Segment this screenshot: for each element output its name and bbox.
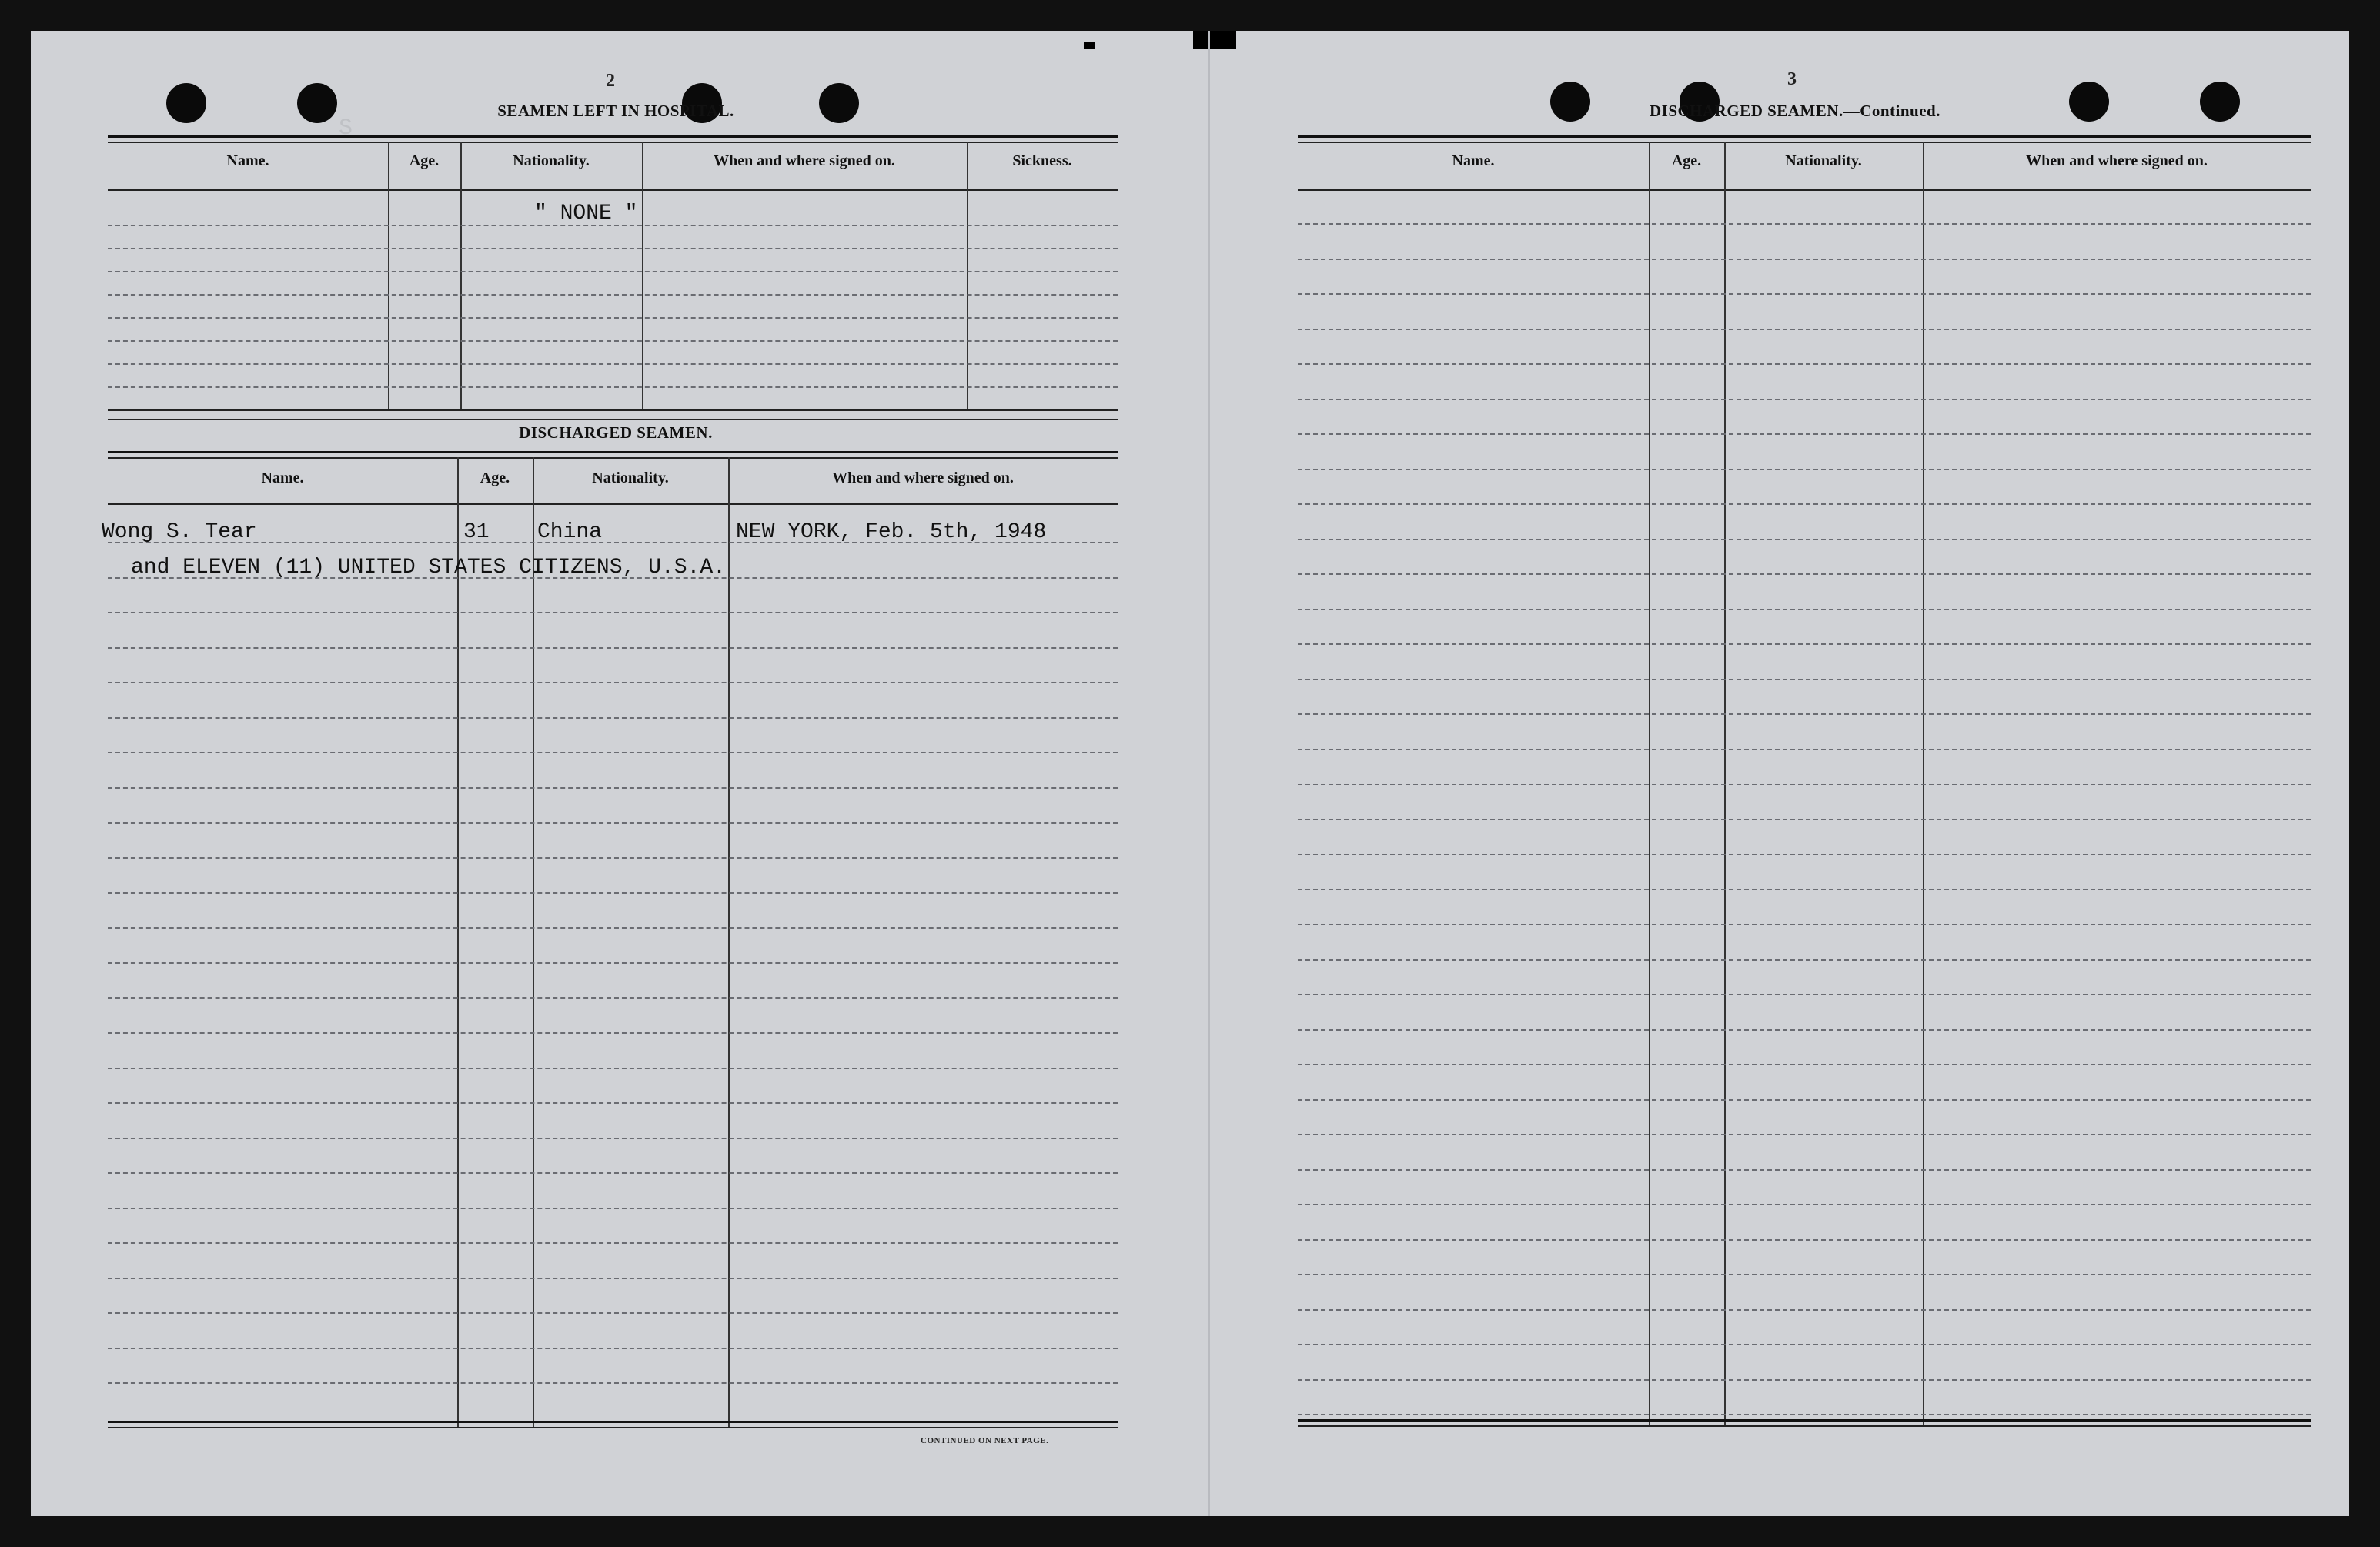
ruled-line [1298,433,2311,435]
ruled-line [1298,223,2311,225]
ruled-line [108,248,1118,249]
document-sheet [31,31,2349,1516]
page-number: 2 [606,71,615,91]
column-divider [460,142,462,409]
ruled-line [1298,399,2311,400]
ruled-line [1298,819,2311,820]
ruled-line [1298,1099,2311,1101]
table-rule [108,1421,1118,1423]
column-header-name: Name. [261,469,304,486]
ruled-line [108,1138,1118,1139]
column-header-signed-on: When and where signed on. [714,152,895,169]
ruled-line [1298,539,2311,540]
table-rule [108,135,1118,138]
ruled-line [108,1032,1118,1034]
table-rule [1298,1425,2311,1427]
ruled-line [108,682,1118,683]
left-page [31,31,1208,1516]
table-rule [108,457,1118,459]
column-header-name: Name. [1452,152,1495,169]
ruled-line [108,1278,1118,1279]
ruled-line [108,612,1118,613]
ruled-line [1298,854,2311,855]
ruled-line [108,1172,1118,1174]
table-rule [108,419,1118,420]
ruled-line [108,647,1118,649]
ruled-line [1298,573,2311,575]
ruled-line [108,822,1118,824]
column-header-sickness: Sickness. [1012,152,1072,169]
column-header-signed-on: When and where signed on. [2026,152,2208,169]
ruled-line [1298,259,2311,260]
ruled-line [108,962,1118,964]
ruled-line [108,294,1118,296]
ruled-line [108,1382,1118,1384]
ruled-line [108,363,1118,365]
hospital-section-title: SEAMEN LEFT IN HOSPITAL. [497,102,734,120]
ruled-line [1298,713,2311,715]
ruled-line [1298,749,2311,750]
table-rule [1298,135,2311,138]
ruled-line [1298,1029,2311,1031]
right-page [1208,31,2351,1516]
ruled-line [1298,293,2311,295]
column-header-signed-on: When and where signed on. [832,469,1014,486]
discharged-section-title: DISCHARGED SEAMEN. [519,423,713,442]
continued-footer: CONTINUED ON NEXT PAGE. [921,1436,1049,1445]
table-rule [108,1427,1118,1428]
ruled-line [108,752,1118,753]
ruled-line [108,1312,1118,1314]
ruled-line [1298,1064,2311,1065]
ruled-line [1298,503,2311,505]
ruled-line [108,717,1118,719]
ruled-line [108,892,1118,894]
table-rule [108,503,1118,505]
ruled-line [108,997,1118,999]
column-divider [457,457,459,1427]
seaman-signed-on: NEW YORK, Feb. 5th, 1948 [736,520,1047,544]
punch-hole [297,83,337,123]
punch-hole [819,83,859,123]
column-header-age: Age. [1671,152,1702,169]
ruled-line [1298,1414,2311,1415]
column-header-nationality: Nationality. [513,152,590,169]
ruled-line [1298,469,2311,470]
column-header-nationality: Nationality. [592,469,669,486]
column-divider [533,457,534,1427]
seaman-nationality: China [537,520,603,544]
table-rule [108,451,1118,453]
ruled-line [108,386,1118,388]
ruled-line [108,1242,1118,1244]
ruled-line [1298,959,2311,961]
ruled-line [108,1348,1118,1349]
ruled-line [1298,784,2311,785]
column-header-name: Name. [226,152,269,169]
punch-hole [2069,82,2109,122]
column-divider [642,142,643,409]
continued-section-title: DISCHARGED SEAMEN.—Continued. [1650,102,1940,120]
punch-hole [1550,82,1590,122]
bleed-through: S [339,115,353,142]
ruled-line [1298,994,2311,995]
column-header-age: Age. [480,469,510,486]
additional-crew-note: and ELEVEN (11) UNITED STATES CITIZENS, U.S.A. [131,556,726,580]
ruled-line [108,1068,1118,1069]
table-rule [1298,142,2311,143]
seaman-age: 31 [463,520,490,544]
punch-hole [2200,82,2240,122]
column-header-age: Age. [409,152,440,169]
page-number: 3 [1787,69,1797,89]
ruled-line [1298,1134,2311,1135]
seaman-name: Wong S. Tear [102,520,257,544]
ruled-line [108,340,1118,342]
ruled-line [108,857,1118,859]
ruled-line [108,787,1118,789]
column-divider [388,142,389,409]
column-divider [728,457,730,1427]
ruled-line [108,1208,1118,1209]
ruled-line [1298,1344,2311,1345]
punch-hole [166,83,206,123]
ruled-line [1298,924,2311,925]
ruled-line [1298,1204,2311,1205]
ruled-line [1298,609,2311,610]
column-header-nationality: Nationality. [1785,152,1862,169]
ruled-line [1298,679,2311,680]
ruled-line [1298,329,2311,330]
hospital-none-entry: " NONE " [534,202,638,226]
ruled-line [1298,1239,2311,1241]
ruled-line [1298,1379,2311,1381]
ruled-line [1298,363,2311,365]
table-rule [1298,1419,2311,1422]
ruled-line [108,927,1118,929]
ruled-line [1298,1274,2311,1275]
ruled-line [108,271,1118,272]
ruled-line [108,1102,1118,1104]
ruled-line [1298,1309,2311,1311]
ruled-line [1298,1169,2311,1171]
column-divider [967,142,968,409]
ruled-line [108,317,1118,319]
ruled-line [1298,643,2311,645]
table-rule [108,409,1118,411]
table-rule [1298,189,2311,191]
ruled-line [1298,889,2311,890]
